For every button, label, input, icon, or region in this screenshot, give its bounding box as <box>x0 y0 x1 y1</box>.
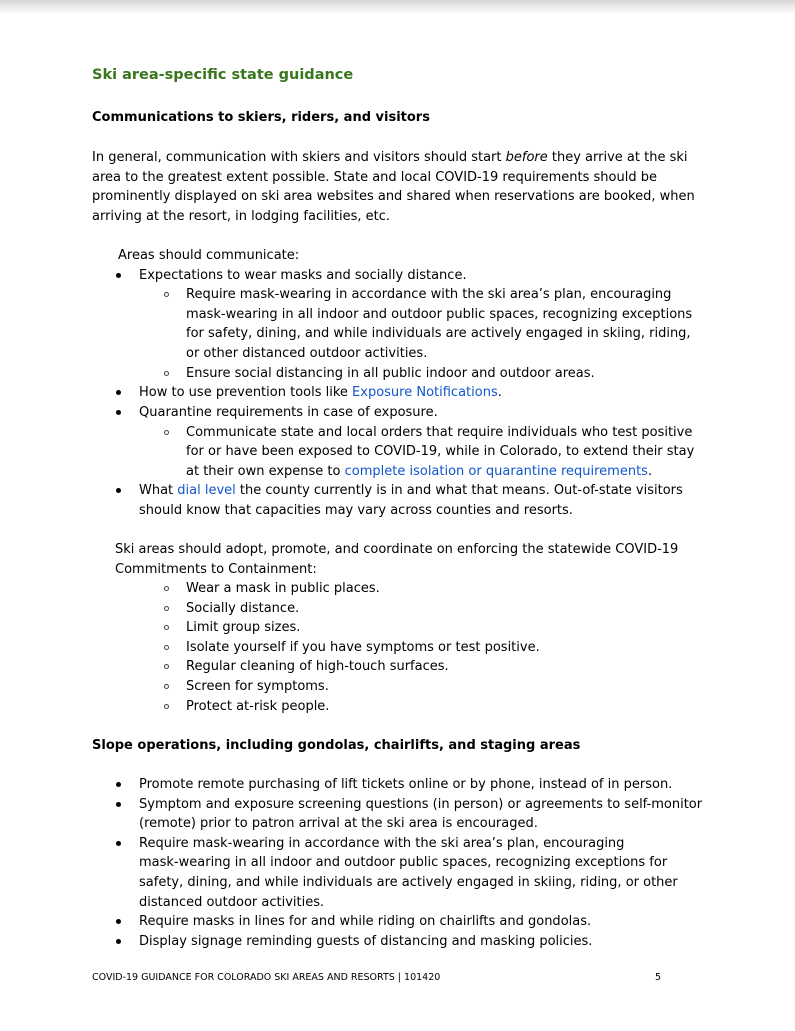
commitment-item: Socially distance. <box>186 601 300 616</box>
sub-bullet-mask-l4: or other distanced outdoor activities. <box>186 346 428 361</box>
bullet-icon <box>116 390 121 395</box>
bullet-mask-wearing-l1: Require mask-wearing in accordance with the ski area’s plan, encouraging <box>139 836 625 851</box>
bullet-icon <box>116 802 121 807</box>
bullet-quarantine: Quarantine requirements in case of exposure. <box>139 405 438 420</box>
section-heading: Ski area-specific state guidance <box>92 67 354 83</box>
commitments-intro-l1: Ski areas should adopt, promote, and coordinate on enforcing the statewide COVID-19 <box>115 542 679 557</box>
bullet-icon <box>116 488 121 493</box>
bullet-icon <box>116 273 121 278</box>
areas-communicate-label: Areas should communicate: <box>118 248 300 263</box>
bullet-prevention-tools <box>139 383 502 403</box>
intro-line-2: area to the greatest extent possible. State and local COVID-19 requirements should be <box>92 170 657 185</box>
bullet-mask-wearing-l4: distanced outdoor activities. <box>139 895 325 910</box>
bullet-mask-wearing-l3: safety, dining, and while individuals are actively engaged in skiing, riding, or other <box>139 875 678 890</box>
bullet-text: How to use prevention tools like <box>139 385 353 400</box>
bullet-text: What <box>139 483 178 498</box>
page-footer: COVID-19 GUIDANCE FOR COLORADO SKI AREAS AND RESORTS | 101420 <box>92 972 441 983</box>
commitment-item: Protect at-risk people. <box>186 699 330 714</box>
bullet-icon <box>116 782 121 787</box>
commitment-item: Isolate yourself if you have symptoms or test positive. <box>186 640 540 655</box>
bullet-icon <box>116 939 121 944</box>
sub-bullet-icon <box>164 645 169 650</box>
commitment-item: Screen for symptoms. <box>186 679 329 694</box>
sub-bullet-mask-l3: for safety, dining, and while individuals are actively engaged in skiing, riding, <box>186 326 691 341</box>
bullet-text: . <box>497 385 502 400</box>
intro-line-3: prominently displayed on ski area websites and shared when reservations are booked, when <box>92 189 695 204</box>
dial-level-link[interactable]: dial level <box>177 483 236 498</box>
intro-text: they arrive at the ski <box>547 150 688 165</box>
bullet-dial-level-l2: should know that capacities may vary across counties and resorts. <box>139 503 573 518</box>
sub-bullet-distancing: Ensure social distancing in all public indoor and outdoor areas. <box>186 366 595 381</box>
bullet-icon <box>116 841 121 846</box>
intro-text: In general, communication with skiers and visitors should start <box>92 150 506 165</box>
commitments-intro-l2: Commitments to Containment: <box>115 562 317 577</box>
sub-bullet-icon <box>164 684 169 689</box>
bullet-signage: Display signage reminding guests of distancing and masking policies. <box>139 934 593 949</box>
bullet-masks-lifts: Require masks in lines for and while riding on chairlifts and gondolas. <box>139 914 592 929</box>
page-number: 5 <box>655 972 662 983</box>
sub-bullet-icon <box>164 430 169 435</box>
bullet-text: the county currently is in and what that means. Out-of-state visitors <box>235 483 683 498</box>
commitment-item: Limit group sizes. <box>186 620 301 635</box>
bullet-remote-purchasing: Promote remote purchasing of lift tickets online or by phone, instead of in person. <box>139 777 673 792</box>
sub-bullet-icon <box>164 625 169 630</box>
intro-line-1 <box>92 148 687 168</box>
sub-bullet-icon <box>164 371 169 376</box>
sub-bullet-icon <box>164 664 169 669</box>
sub-bullet-icon <box>164 586 169 591</box>
communications-subheading: Communications to skiers, riders, and visitors <box>92 110 430 125</box>
intro-emphasis: before <box>505 150 548 165</box>
bullet-dial-level-l1 <box>139 481 683 501</box>
intro-line-4: arriving at the resort, in lodging facilities, etc. <box>92 209 391 224</box>
bullet-text: . <box>647 464 653 479</box>
bullet-icon <box>116 919 121 924</box>
bullet-text: at their own expense to <box>186 464 345 479</box>
sub-bullet-mask-l2: mask-wearing in all indoor and outdoor public spaces, recognizing exceptions <box>186 307 693 322</box>
bullet-screening-l2: (remote) prior to patron arrival at the ski area is encouraged. <box>139 816 538 831</box>
exposure-notifications-link[interactable]: Exposure Notifications <box>352 385 498 400</box>
sub-bullet-mask-l1: Require mask-wearing in accordance with the ski area’s plan, encouraging <box>186 287 672 302</box>
bullet-icon <box>116 410 121 415</box>
commitment-item: Regular cleaning of high-touch surfaces. <box>186 659 449 674</box>
bullet-screening-l1: Symptom and exposure screening questions (in person) or agreements to self-monitor <box>139 797 703 812</box>
sub-bullet-orders-l2: for or have been exposed to COVID-19, while in Colorado, to extend their stay <box>186 444 695 459</box>
sub-bullet-icon <box>164 704 169 709</box>
slope-operations-subheading: Slope operations, including gondolas, chairlifts, and staging areas <box>92 738 581 753</box>
sub-bullet-orders-l3 <box>186 462 652 482</box>
sub-bullet-icon <box>164 292 169 297</box>
bullet-mask-wearing-l2: mask-wearing in all indoor and outdoor public spaces, recognizing exceptions for <box>139 855 668 870</box>
isolation-quarantine-link[interactable]: complete isolation or quarantine requirements <box>344 464 648 479</box>
sub-bullet-orders-l1: Communicate state and local orders that require individuals who test positive <box>186 425 693 440</box>
commitment-item: Wear a mask in public places. <box>186 581 380 596</box>
sub-bullet-icon <box>164 606 169 611</box>
bullet-masks-distance: Expectations to wear masks and socially distance. <box>139 268 467 283</box>
